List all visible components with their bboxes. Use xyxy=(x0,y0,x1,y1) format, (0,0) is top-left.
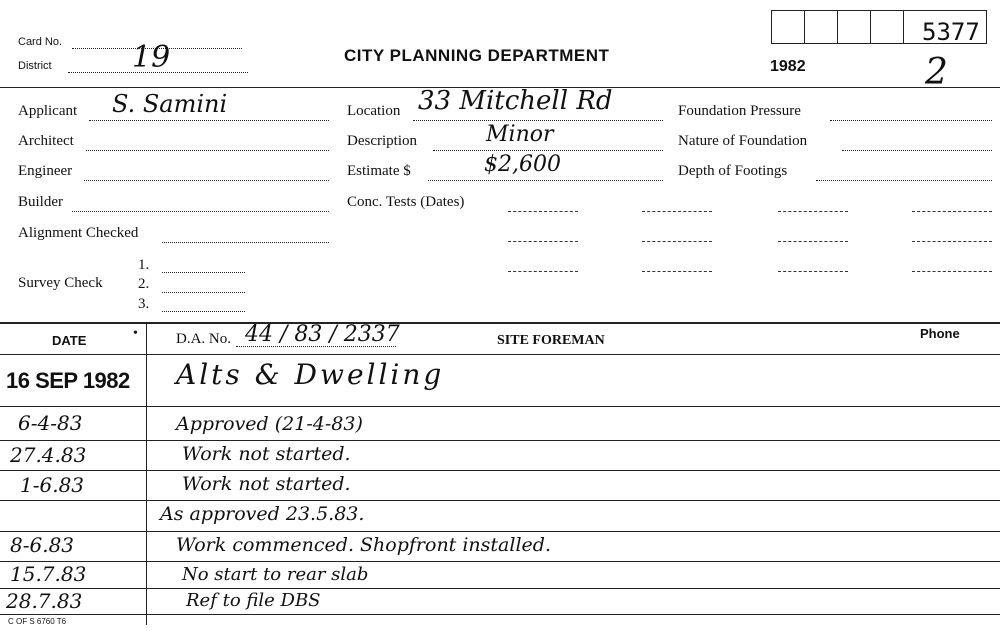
card-no-label: Card No. xyxy=(18,36,63,48)
conc-line-r1c4 xyxy=(912,211,992,212)
builder-label: Builder xyxy=(18,194,63,210)
da-no-label: D.A. No. xyxy=(176,331,231,347)
row-rule-8 xyxy=(0,614,1000,615)
date-stamp: 16 SEP 1982 xyxy=(6,368,130,393)
row-rule-0 xyxy=(0,354,1000,355)
conc-line-r2c2 xyxy=(642,241,712,242)
conc-line-r1c2 xyxy=(642,211,712,212)
conc-line-r3c3 xyxy=(778,271,848,272)
engineer-label: Engineer xyxy=(18,163,73,179)
description-line xyxy=(433,150,663,151)
foundation-pressure-label: Foundation Pressure xyxy=(678,103,801,119)
entry-row-1: Alts & Dwelling xyxy=(176,358,445,391)
row-rule-3 xyxy=(0,470,1000,471)
engineer-line xyxy=(84,180,329,181)
conc-tests-label: Conc. Tests (Dates) xyxy=(347,194,465,210)
row-rule-1 xyxy=(0,406,1000,407)
nature-of-foundation-label: Nature of Foundation xyxy=(678,133,808,149)
conc-line-r3c2 xyxy=(642,271,712,272)
card-number-box-3 xyxy=(837,10,870,44)
row-rule-5 xyxy=(0,531,1000,532)
department-title: CITY PLANNING DEPARTMENT xyxy=(344,46,610,65)
survey-item-2: 2. xyxy=(138,276,150,292)
date-row-6: 8-6.83 xyxy=(10,533,75,557)
date-row-4: 1-6.83 xyxy=(20,473,85,497)
applicant-label: Applicant xyxy=(18,103,78,119)
estimate-value: $2,600 xyxy=(484,152,561,177)
foundation-pressure-line xyxy=(830,120,992,121)
form-code: C OF S 6760 T6 xyxy=(8,617,67,626)
card-sub-number: 2 xyxy=(925,52,948,93)
survey-check-label: Survey Check xyxy=(18,275,103,291)
depth-of-footings-label: Depth of Footings xyxy=(678,163,788,179)
date-row-7: 15.7.83 xyxy=(10,562,87,586)
entry-row-6: Work commenced. Shopfront installed. xyxy=(176,534,551,556)
applicant-value: S. Samini xyxy=(112,90,228,118)
survey-line-2 xyxy=(162,292,245,293)
row-rule-6 xyxy=(0,561,1000,562)
conc-line-r1c3 xyxy=(778,211,848,212)
header-bullet: • xyxy=(133,326,138,341)
nature-of-foundation-line xyxy=(842,150,992,151)
site-foreman-label: SITE FOREMAN xyxy=(497,333,605,348)
survey-line-3 xyxy=(162,311,245,312)
row-rule-4 xyxy=(0,500,1000,501)
depth-of-footings-line xyxy=(816,180,992,181)
date-header: DATE xyxy=(52,333,87,348)
district-value: 19 xyxy=(132,40,171,75)
date-column-divider xyxy=(146,322,147,625)
location-line xyxy=(413,120,663,121)
date-row-3: 27.4.83 xyxy=(10,443,87,467)
conc-line-r3c4 xyxy=(912,271,992,272)
builder-line xyxy=(72,211,329,212)
entry-row-8: Ref to file DBS xyxy=(186,590,321,611)
architect-line xyxy=(86,150,329,151)
conc-line-r2c1 xyxy=(508,241,578,242)
card-number-box-2 xyxy=(804,10,837,44)
card-number-box-1 xyxy=(771,10,804,44)
conc-line-r1c1 xyxy=(508,211,578,212)
entry-row-3: Work not started. xyxy=(182,443,351,465)
card-number-box-4 xyxy=(870,10,903,44)
phone-label: Phone xyxy=(920,326,960,341)
location-label: Location xyxy=(347,103,401,119)
date-row-8: 28.7.83 xyxy=(6,589,83,613)
description-label: Description xyxy=(347,133,417,149)
estimate-label: Estimate $ xyxy=(347,163,411,179)
conc-line-r2c3 xyxy=(778,241,848,242)
entry-row-4: Work not started. xyxy=(182,473,351,495)
survey-item-3: 3. xyxy=(138,296,150,312)
table-top-rule xyxy=(0,322,1000,324)
entry-row-5: As approved 23.5.83. xyxy=(160,503,365,525)
estimate-line xyxy=(428,180,663,181)
year: 1982 xyxy=(770,58,806,75)
applicant-line xyxy=(89,120,329,121)
row-rule-2 xyxy=(0,440,1000,441)
card-number: 5377 xyxy=(922,18,980,46)
conc-line-r3c1 xyxy=(508,271,578,272)
entry-row-7: No start to rear slab xyxy=(182,564,369,585)
alignment-label: Alignment Checked xyxy=(18,225,139,241)
row-rule-7 xyxy=(0,588,1000,589)
conc-line-r2c4 xyxy=(912,241,992,242)
entry-row-2: Approved (21-4-83) xyxy=(176,413,363,435)
alignment-line xyxy=(162,242,329,243)
district-label: District xyxy=(18,60,52,72)
date-row-2: 6-4-83 xyxy=(18,411,83,435)
architect-label: Architect xyxy=(18,133,74,149)
location-value: 33 Mitchell Rd xyxy=(418,86,613,116)
survey-line-1 xyxy=(162,272,245,273)
description-value: Minor xyxy=(486,122,554,147)
da-no-value: 44 / 83 / 2337 xyxy=(245,322,400,347)
survey-item-1: 1. xyxy=(138,257,150,273)
